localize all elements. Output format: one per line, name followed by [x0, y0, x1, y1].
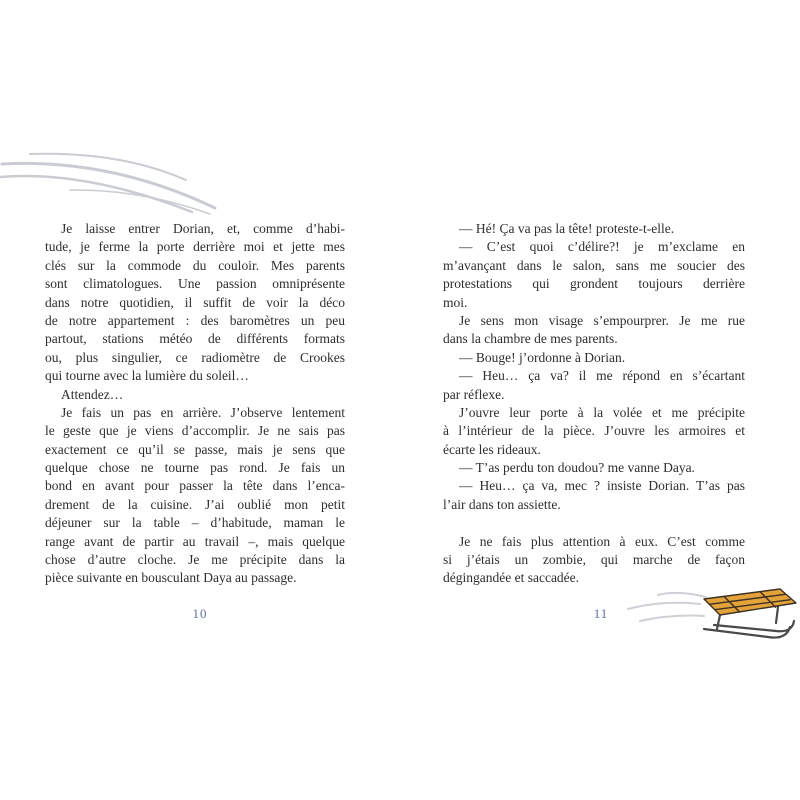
- paragraph: [443, 477, 745, 514]
- text-line-content: partout, stations météo de différents formats: [45, 331, 345, 347]
- text-line: [45, 404, 345, 422]
- text-line-content: protestations qui grondent toujours derrière: [443, 276, 745, 292]
- text-line: [45, 569, 345, 587]
- paragraph: [443, 312, 745, 349]
- text-line: [443, 533, 745, 551]
- text-line-content: Je ne fais plus attention à eux. C’est comme: [459, 533, 745, 549]
- text-line-content: tude, je ferme la porte derrière moi et jette mes: [45, 239, 345, 255]
- paragraph: [45, 386, 345, 404]
- text-line-content: écarte les rideaux.: [443, 441, 541, 457]
- paragraph: [443, 238, 745, 312]
- text-line-content: quelque chose ne tourne pas rond. Je fais un: [45, 460, 345, 476]
- text-line: [443, 441, 745, 459]
- text-line: [443, 275, 745, 293]
- text-line-content: — Bouge! j’ordonne à Dorian.: [459, 349, 626, 365]
- text-line-content: pièce suivante en bousculant Daya au passage.: [45, 570, 297, 586]
- text-line: [443, 349, 745, 367]
- text-line: [443, 257, 745, 275]
- text-line-content: l’air dans ton assiette.: [443, 496, 561, 512]
- text-line-content: dans la chambre de mes parents.: [443, 331, 618, 347]
- page-number: 10: [192, 606, 208, 621]
- text-line-content: le geste que je viens d’accomplir. Je ne sais pas: [45, 423, 345, 439]
- text-line-content: — Heu… ça va, mec ? insiste Dorian. T’as pas: [459, 478, 745, 494]
- paragraph: [45, 404, 345, 588]
- text-line: [45, 386, 345, 404]
- text-line: [443, 404, 745, 422]
- paragraph: [443, 367, 745, 404]
- text-line: [443, 477, 745, 495]
- text-line: [443, 220, 745, 238]
- text-line: [443, 330, 745, 348]
- text-line: [443, 312, 745, 330]
- text-line-content: de notre appartement : des baromètres un peu: [45, 312, 345, 328]
- text-line: [45, 294, 345, 312]
- text-line-content: — Heu… ça va? il me répond en s’écartant: [459, 368, 745, 384]
- text-line-content: dégingandée et saccadée.: [443, 570, 580, 586]
- text-line-content: clés sur la commode du couloir. Mes parents: [45, 257, 345, 273]
- text-line-content: — T’as perdu ton doudou? me vanne Daya.: [459, 460, 695, 476]
- text-line: [45, 349, 345, 367]
- text-line: [443, 386, 745, 404]
- text-line: [443, 459, 745, 477]
- right-page-text: [443, 220, 745, 588]
- text-line-content: Attendez…: [61, 386, 124, 402]
- text-line: [443, 551, 745, 569]
- section-break: [443, 514, 745, 532]
- text-line-content: chose d’autre cloche. Je me précipite dans la: [45, 552, 345, 568]
- text-line-content: par réflexe.: [443, 386, 505, 402]
- text-line-content: bond en avant pour passer la tête dans l’enca-: [45, 478, 345, 494]
- text-line: [45, 312, 345, 330]
- paragraph: [443, 349, 745, 367]
- left-page-text: [45, 220, 345, 588]
- text-line: [45, 220, 345, 238]
- text-line-content: Je fais un pas en arrière. J’observe lentement: [61, 404, 345, 420]
- text-line-content: — C’est quoi c’délire?! je m’exclame en: [459, 239, 745, 255]
- text-line: [45, 238, 345, 256]
- text-line: [45, 441, 345, 459]
- text-line-content: ou, plus singulier, ce radiomètre de Crookes: [45, 349, 345, 365]
- page-number: 11: [593, 606, 609, 621]
- text-line: [443, 422, 745, 440]
- text-line-content: Je sens mon visage s’empourprer. Je me rue: [459, 312, 745, 328]
- text-line-content: range avant de partir au travail –, mais quelque: [45, 533, 345, 549]
- text-line-content: dans notre quotidien, il suffit de voir la déco: [45, 294, 345, 310]
- text-line: [45, 477, 345, 495]
- text-line: [45, 496, 345, 514]
- paragraph: [45, 220, 345, 386]
- text-line: [45, 533, 345, 551]
- text-line-content: à l’intérieur de la pièce. J’ouvre les armoires et: [443, 423, 745, 439]
- paragraph: [443, 459, 745, 477]
- text-line-content: si j’étais un zombie, qui marche de façon: [443, 552, 745, 568]
- text-line-content: m’avançant dans le salon, sans me soucier des: [443, 257, 745, 273]
- text-line-content: qui tourne avec la lumière du soleil…: [45, 368, 249, 384]
- text-line: [443, 496, 745, 514]
- paragraph: [443, 533, 745, 588]
- text-line: [45, 275, 345, 293]
- text-line: [45, 514, 345, 532]
- paragraph: [443, 404, 745, 459]
- text-line: [45, 367, 345, 385]
- text-line-content: déjeuner sur la table – d’habitude, maman le: [45, 515, 345, 531]
- text-line: [443, 294, 745, 312]
- text-line: [443, 238, 745, 256]
- text-line-content: — Hé! Ça va pas la tête! proteste-t-elle.: [459, 221, 675, 236]
- text-line: [45, 551, 345, 569]
- text-line-content: sont climatologues. Une passion omniprésente: [45, 276, 345, 292]
- text-line: [45, 459, 345, 477]
- text-line-content: exactement ce qu’il se passe, mais je sens que: [45, 441, 345, 457]
- text-line-content: moi.: [443, 294, 468, 310]
- sled-illustration: [620, 585, 800, 647]
- text-line: [45, 330, 345, 348]
- text-line-content: Je laisse entrer Dorian, et, comme d’habi-: [61, 221, 345, 236]
- text-line: [443, 367, 745, 385]
- text-line-content: drement de la cuisine. J’ai oublié mon petit: [45, 496, 345, 512]
- motion-lines-decoration: [0, 150, 230, 220]
- text-line: [45, 257, 345, 275]
- text-line-content: J’ouvre leur porte à la volée et me précipite: [459, 404, 745, 420]
- paragraph: [443, 220, 745, 238]
- text-line: [45, 422, 345, 440]
